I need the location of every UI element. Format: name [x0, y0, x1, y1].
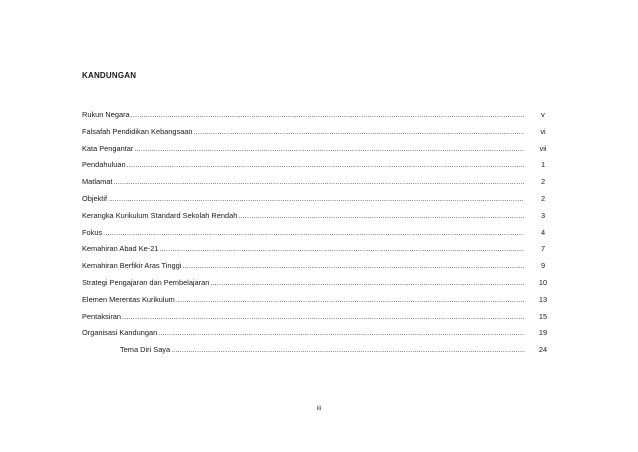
toc-entry-title: Falsafah Pendidikan Kebangsaan [82, 126, 193, 136]
toc-entry-page: 13 [538, 294, 548, 304]
toc-entry-pendahuluan [82, 157, 558, 174]
toc-entry-title: Fokus [82, 227, 103, 237]
toc-entry-page: 2 [540, 193, 546, 203]
toc-entry-page: 15 [538, 311, 548, 321]
toc-entry-title: Pentaksiran [82, 311, 122, 321]
toc-entry-objektif [82, 191, 558, 208]
toc-entry-title: Organisasi Kandungan [82, 328, 158, 338]
toc-entry-page: 3 [540, 210, 546, 220]
toc-entry-tema-diri-saya [82, 342, 558, 359]
toc-entry-page: 4 [540, 227, 546, 237]
toc-entry-page: 19 [538, 328, 548, 338]
toc-entry-kemahiran-berfikir-aras-tinggi [82, 258, 558, 275]
toc-entry-page: 2 [540, 177, 546, 187]
page-title: KANDUNGAN [82, 71, 137, 80]
toc-entry-elemen-merentas-kurikulum [82, 292, 558, 309]
toc-entry-page: 24 [538, 345, 548, 355]
toc-entry-page: vi [540, 126, 546, 136]
toc-entry-pentaksiran [82, 309, 558, 326]
toc-entry-kerangka-kurikulum [82, 208, 558, 225]
toc-entry-page: vii [539, 143, 547, 153]
toc-entry-title: Kemahiran Abad Ke-21 [82, 244, 159, 254]
toc-entry-page: 1 [540, 160, 546, 170]
toc-entry-fokus [82, 225, 558, 242]
toc-entry-title: Matlamat [82, 177, 113, 187]
toc-entry-title: Tema Diri Saya [120, 345, 171, 355]
table-of-contents [82, 107, 558, 359]
toc-entry-title: Kemahiran Berfikir Aras Tinggi [82, 261, 182, 271]
toc-entry-strategi-pengajaran [82, 275, 558, 292]
toc-entry-organisasi-kandungan [82, 325, 558, 342]
toc-entry-page: 7 [540, 244, 546, 254]
toc-entry-title: Kerangka Kurikulum Standard Sekolah Rendah [82, 210, 238, 220]
footer-page-number: iii [316, 405, 322, 412]
toc-entry-title: Kata Pengantar [82, 143, 134, 153]
toc-entry-kata-pengantar [82, 141, 558, 158]
toc-entry-falsafah-pendidikan-kebangsaan [82, 124, 558, 141]
toc-entry-kemahiran-abad-ke-21 [82, 241, 558, 258]
toc-entry-title: Strategi Pengajaran dan Pembelajaran [82, 277, 210, 287]
toc-entry-page: 9 [540, 261, 546, 271]
toc-entry-rukun-negara [82, 107, 558, 124]
toc-entry-title: Elemen Merentas Kurikulum [82, 294, 175, 304]
toc-entry-title: Pendahuluan [82, 160, 126, 170]
toc-entry-title: Objektif [82, 193, 108, 203]
toc-entry-page: v [541, 110, 545, 119]
toc-entry-matlamat [82, 174, 558, 191]
toc-entry-page: 10 [538, 277, 548, 287]
toc-entry-title: Rukun Negara [82, 110, 130, 119]
